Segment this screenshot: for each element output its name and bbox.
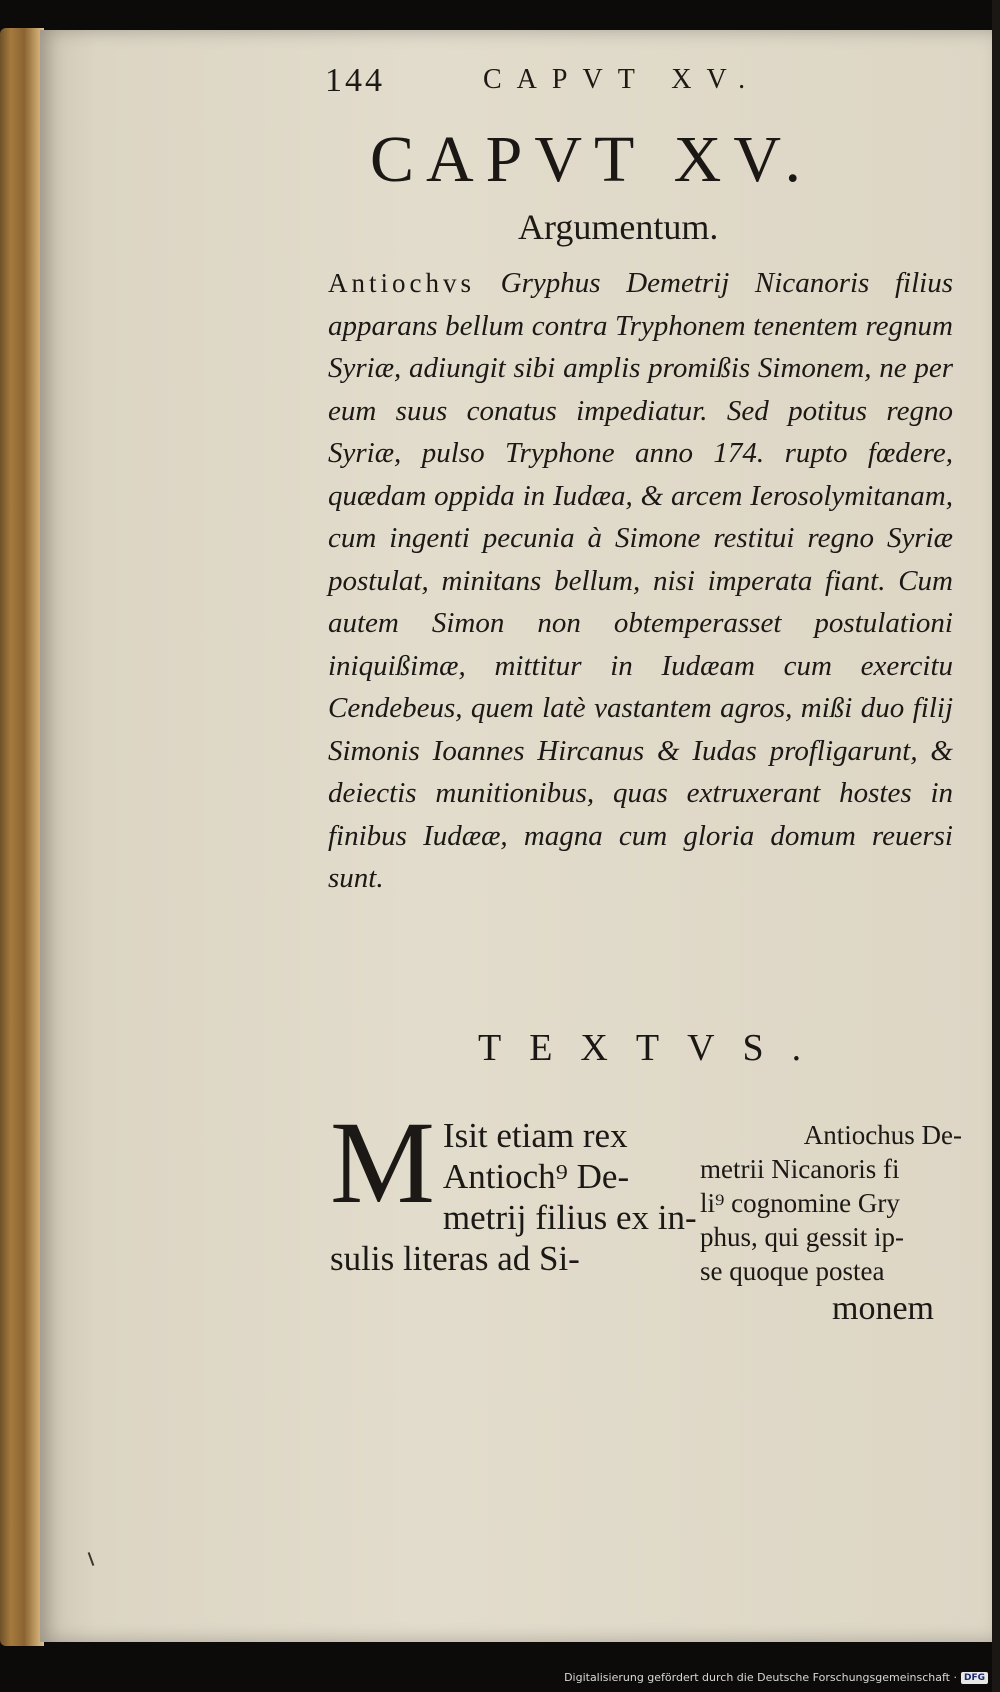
gloss-line: phus, qui gessit ip-: [700, 1222, 905, 1252]
argument-text: Gryphus Demetrij Nicanoris filius apparans bellum contra Tryphonem tenentem regnum Syriæ, adiungit sibi amplis promißis Simonem, ne per eum suus conatus impediatur. Sed potitus regno Syriæ, pulso Tryphone anno 174. rupto fœdere, quædam oppida in Iudæa, & arcem Ierosolymitanam, cum ingenti pecunia à Simone restitui regno Syriæ postulat, minitans bellum, nisi imperata fiant. Cum autem Simon non obtemperasset postulationi iniquißimæ, mittitur in Iudæam cum exercitu Cendebeus, quem latè vastantem agros, mißi duo filij Simonis Ioannes Hircanus & Iudas profligarunt, & deiectis munitionibus, quas extruxerant hostes in finibus Iudææ, magna cum gloria domum reuersi sunt.: [328, 267, 953, 894]
page-number: 144: [325, 62, 385, 99]
gloss-line: Antiochus De-: [803, 1120, 962, 1150]
running-header: [325, 62, 845, 106]
catchword: monem: [832, 1290, 934, 1327]
argument-paragraph: [328, 262, 953, 900]
dfg-logo-icon: DFG: [961, 1672, 988, 1684]
textus-heading: TEXTVS.: [478, 1027, 830, 1069]
chapter-subtitle: Argumentum.: [518, 207, 719, 247]
chapter-title: CAPVT XV.: [370, 123, 813, 196]
body-line: Isit etiam rex: [442, 1116, 628, 1155]
book-edge: [0, 28, 44, 1646]
running-title: CAPVT XV.: [483, 64, 761, 95]
gloss-line: metrii Nicanoris fi: [700, 1154, 900, 1184]
gloss-line: li⁹ cognomine Gry: [700, 1188, 900, 1218]
marginal-gloss: [700, 1118, 962, 1288]
credit-text: Digitalisierung gefördert durch die Deutsche Forschungsgemeinschaft ·: [564, 1671, 957, 1684]
argument-lead-word: Antiochvs: [328, 268, 475, 298]
drop-cap: M: [330, 1097, 435, 1228]
page-border: [992, 0, 1000, 1692]
body-line: metrij filius ex in-: [442, 1198, 697, 1237]
body-text: [330, 1097, 697, 1279]
digitization-credit: [564, 1671, 988, 1684]
body-line: Antioch⁹ De-: [442, 1157, 630, 1196]
gloss-line: se quoque postea: [700, 1256, 885, 1286]
body-line: sulis literas ad Si-: [330, 1239, 580, 1278]
